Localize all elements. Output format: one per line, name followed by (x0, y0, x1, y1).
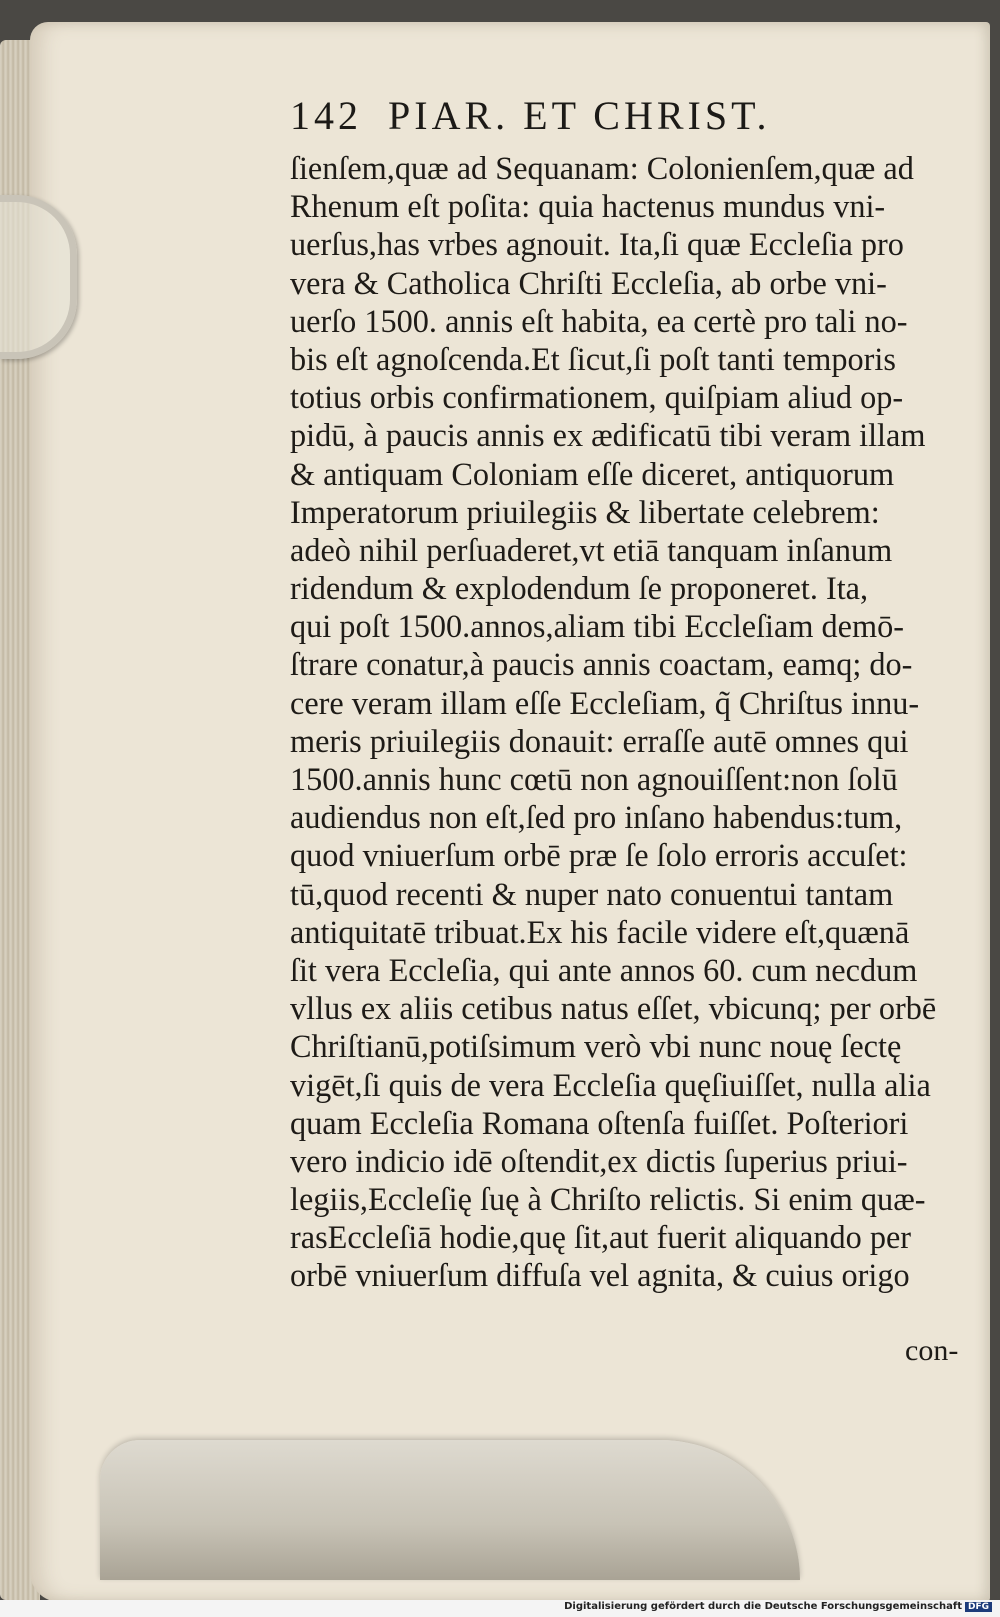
catchword: con- (905, 1334, 959, 1367)
text-line: totius orbis confirmationem, quiſpiam aliud op- (290, 380, 904, 417)
text-line: quam Eccleſia Romana oſtenſa fuiſſet. Poſteriori (290, 1105, 909, 1142)
text-line: qui poſt 1500.annos,aliam tibi Eccleſiam demō- (290, 609, 904, 646)
text-line: quod vniuerſum orbē præ ſe ſolo erroris accuſet: (290, 838, 908, 875)
text-line: tū,quod recenti & nuper nato conuentui tantam (290, 876, 894, 913)
text-line: Imperatorum priuilegiis & libertate celebrem: (290, 494, 880, 531)
text-line: vigēt,ſi quis de vera Eccleſia quęſiuiſſet, nulla alia (290, 1067, 931, 1104)
body-text (290, 150, 970, 1296)
text-line: uerſus,has vrbes agnouit. Ita,ſi quæ Eccleſia pro (290, 227, 904, 264)
text-line: antiquitatē tribuat.Ex his facile videre eſt,quænā (290, 914, 910, 951)
text-line: vllus ex aliis cetibus natus eſſet, vbicunq; per orbē (290, 991, 937, 1028)
dfg-logo: DFG (965, 1602, 992, 1612)
credit-text: Digitalisierung gefördert durch die Deutsche Forschungsgemeinschaft (564, 1601, 962, 1612)
text-line: rasEccleſiā hodie,quę ſit,aut fuerit aliquando per (290, 1220, 912, 1257)
text-line: ridendum & explodendum ſe proponeret. Ita, (290, 571, 869, 608)
page-clip-bottom (100, 1440, 800, 1580)
digitization-credit (564, 1601, 992, 1612)
text-line: Rhenum eſt poſita: quia hactenus mundus vni- (290, 189, 886, 226)
text-line: legiis,Eccleſię ſuę à Chriſto relictis. Si enim quæ- (290, 1182, 926, 1219)
running-head-title: PIAR. ET CHRIST. (388, 93, 771, 138)
text-line: vera & Catholica Chriſti Eccleſia, ab orbe vni- (290, 265, 887, 302)
text-line: cere veram illam eſſe Eccleſiam, q̃ Chriſtus innu- (290, 685, 920, 722)
text-line: 1500.annis hunc cœtū non agnouiſſent:non ſolū (290, 762, 898, 798)
text-line: orbē vniuerſum diffuſa vel agnita, & cuius origo (290, 1258, 910, 1295)
text-line: meris priuilegiis donauit: erraſſe autē omnes qui (290, 723, 909, 760)
text-line: vero indicio idē oſtendit,ex dictis ſuperius priui- (290, 1143, 908, 1180)
page-clip-left (0, 195, 77, 359)
text-line: ſtrare conatur,à paucis annis coactam, eamq; do- (290, 647, 913, 684)
page-number: 142 (290, 93, 362, 138)
text-line: audiendus non eſt,ſed pro inſano habendus:tum, (290, 800, 903, 837)
text-line: & antiquam Coloniam eſſe diceret, antiquorum (290, 456, 895, 493)
text-line: ſienſem,quæ ad Sequanam: Colonienſem,quæ ad (290, 151, 914, 187)
text-line: uerſo 1500. annis eſt habita, ea certè pro tali no- (290, 303, 908, 340)
text-line: adeò nihil perſuaderet,vt etiā tanquam inſanum (290, 532, 893, 569)
text-line: ſit vera Eccleſia, qui ante annos 60. cum necdum (290, 952, 918, 989)
text-line: Chriſtianū,potiſsimum verò vbi nunc nouę ſectę (290, 1029, 902, 1066)
running-header (290, 92, 910, 139)
text-line: pidū, à paucis annis ex ædificatū tibi veram illam (290, 418, 926, 455)
text-line: bis eſt agnoſcenda.Et ſicut,ſi poſt tanti temporis (290, 341, 896, 378)
